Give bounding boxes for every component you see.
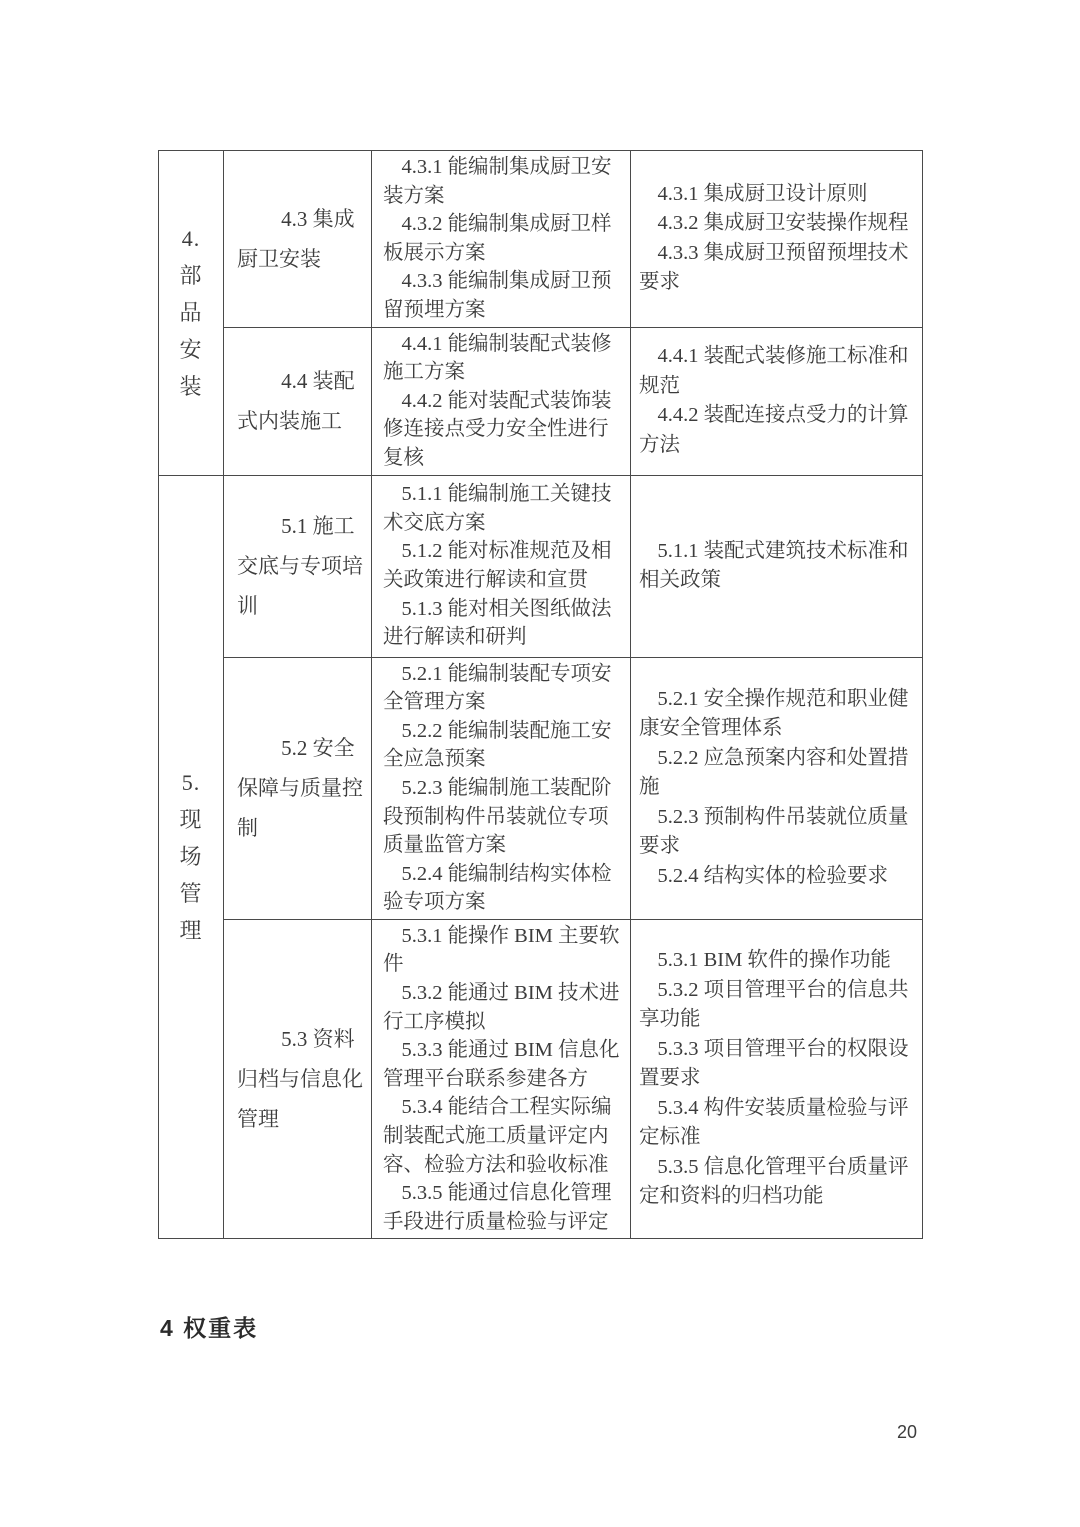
- cell-skills-4-4: [372, 327, 631, 475]
- table-row: [159, 151, 923, 328]
- knowledge-item: 4.3.2 集成厨卫安装操作规程: [657, 212, 909, 235]
- skill-item: 4.3.3 能编制集成厨卫预留预埋方案: [383, 270, 612, 321]
- cell-work-5-1: [224, 475, 372, 657]
- function-label-char: 装: [179, 374, 203, 400]
- skill-item: 4.3.2 能编制集成厨卫样板展示方案: [383, 213, 612, 264]
- section-heading: 4 权重表: [160, 1315, 259, 1341]
- work-label: 5.3 资料归档与信息化管理: [237, 1027, 363, 1132]
- function-label-char: 4.: [181, 226, 201, 252]
- knowledge-item: 4.4.1 装配式装修施工标准和规范: [639, 345, 909, 397]
- function-label-char: 品: [179, 300, 203, 326]
- skill-item: 5.3.5 能通过信息化管理手段进行质量检验与评定: [383, 1182, 612, 1233]
- function-label-char: 5.: [181, 770, 201, 796]
- cell-function-5: [159, 475, 224, 1239]
- skill-item: 5.3.2 能通过 BIM 技术进行工序模拟: [383, 982, 620, 1033]
- skill-item: 4.3.1 能编制集成厨卫安装方案: [383, 156, 612, 207]
- cell-skills-5-3: [372, 919, 631, 1239]
- work-label: 5.1 施工交底与专项培训: [237, 514, 363, 619]
- knowledge-item: 5.3.5 信息化管理平台质量评定和资料的归档功能: [639, 1155, 909, 1208]
- knowledge-item: 4.3.3 集成厨卫预留预埋技术要求: [639, 241, 909, 294]
- knowledge-item: 4.3.1 集成厨卫设计原则: [657, 182, 868, 205]
- skill-item: 5.2.1 能编制装配专项安全管理方案: [383, 662, 612, 714]
- knowledge-item: 5.1.1 装配式建筑技术标准和相关政策: [639, 539, 909, 592]
- knowledge-item: 5.2.4 结构实体的检验要求: [657, 864, 889, 887]
- function-label-char: 管: [179, 881, 203, 907]
- knowledge-item: 5.3.3 项目管理平台的权限设置要求: [639, 1037, 909, 1090]
- page-number: 20: [897, 1422, 918, 1442]
- cell-knowledge-5-1: [631, 475, 923, 657]
- skill-item: 5.1.1 能编制施工关键技术交底方案: [383, 483, 612, 534]
- skill-item: 5.2.3 能编制施工装配阶段预制构件吊装就位专项质量监管方案: [383, 776, 612, 857]
- skill-item: 4.4.2 能对装配式装饰装修连接点受力安全性进行复核: [383, 389, 612, 469]
- cell-work-4-3: [224, 151, 372, 328]
- function-label-char: 场: [179, 844, 203, 870]
- knowledge-item: 5.2.2 应急预案内容和处置措施: [639, 746, 909, 799]
- skill-item: 5.1.3 能对相关图纸做法进行解读和研判: [383, 597, 612, 649]
- knowledge-item: 5.3.1 BIM 软件的操作功能: [657, 949, 891, 972]
- work-label: 5.2 安全保障与质量控制: [237, 736, 363, 841]
- knowledge-item: 5.3.2 项目管理平台的信息共享功能: [639, 978, 909, 1031]
- table-row: [159, 327, 923, 475]
- skill-item: 5.3.4 能结合工程实际编制装配式施工质量评定内容、检验方法和验收标准: [383, 1096, 612, 1176]
- cell-knowledge-5-2: [631, 657, 923, 919]
- skill-item: 5.2.2 能编制装配施工安全应急预案: [383, 719, 612, 771]
- work-label: 4.3 集成厨卫安装: [237, 206, 355, 271]
- table-row: [159, 475, 923, 657]
- cell-knowledge-4-4: [631, 327, 923, 475]
- occupation-skill-table: [158, 150, 923, 1239]
- knowledge-item: 4.4.2 装配连接点受力的计算方法: [639, 404, 909, 456]
- cell-work-5-2: [224, 657, 372, 919]
- skill-item: 5.1.2 能对标准规范及相关政策进行解读和宣贯: [383, 540, 612, 592]
- knowledge-item: 5.3.4 构件安装质量检验与评定标准: [639, 1096, 909, 1149]
- function-label-char: 理: [179, 918, 203, 944]
- skill-item: 5.3.3 能通过 BIM 信息化管理平台联系参建各方: [383, 1039, 620, 1090]
- cell-work-4-4: [224, 327, 372, 475]
- skill-item: 4.4.1 能编制装配式装修施工方案: [383, 332, 612, 384]
- work-label: 4.4 装配式内装施工: [237, 369, 355, 434]
- function-label-char: 安: [179, 337, 203, 363]
- table-row: [159, 657, 923, 919]
- function-label-char: 部: [179, 263, 203, 289]
- skill-item: 5.2.4 能编制结构实体检验专项方案: [383, 862, 612, 914]
- knowledge-item: 5.2.1 安全操作规范和职业健康安全管理体系: [639, 687, 909, 740]
- knowledge-item: 5.2.3 预制构件吊装就位质量要求: [639, 805, 909, 858]
- cell-skills-4-3: [372, 151, 631, 328]
- cell-knowledge-5-3: [631, 919, 923, 1239]
- cell-function-4: [159, 151, 224, 476]
- cell-work-5-3: [224, 919, 372, 1239]
- skill-item: 5.3.1 能操作 BIM 主要软件: [383, 924, 620, 976]
- table-row: [159, 919, 923, 1239]
- cell-knowledge-4-3: [631, 151, 923, 328]
- cell-skills-5-1: [372, 475, 631, 657]
- function-label-char: 现: [179, 807, 203, 833]
- cell-skills-5-2: [372, 657, 631, 919]
